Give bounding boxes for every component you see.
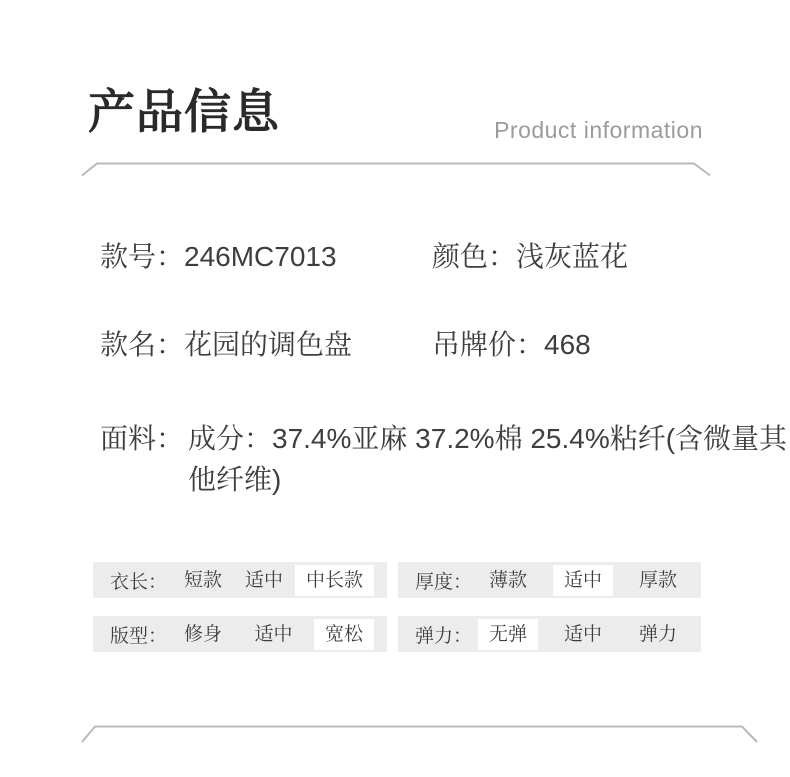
spec-option: 宽松 [314,619,374,650]
color [432,240,628,274]
spec-option: 薄款 [489,569,528,591]
spec-label-garment-length: 衣长： [110,571,168,593]
spec-bar-garment-length [93,562,387,598]
spec-option: 无弹 [478,619,538,650]
spec-bar-fit [93,616,387,652]
spec-option: 适中 [564,623,603,645]
spec-options-garment-length [173,565,374,596]
tag-price-value: 468 [544,329,591,360]
spec-label-fit: 版型： [110,625,168,647]
page-subtitle-en: Product information [494,117,703,143]
spec-table [93,562,701,652]
spec-options-elasticity [478,619,688,650]
tag-price [432,328,591,362]
tag-price-label: 吊牌价： [432,329,545,360]
style-name-label: 款名： [100,329,185,360]
page-title: 产品信息 [88,85,280,138]
style-number-value: 246MC7013 [184,241,337,272]
spec-options-fit [173,619,374,650]
spec-bar-thickness [398,562,701,598]
style-number [100,240,337,274]
fabric-value: 成分：37.4%亚麻 37.2%棉 25.4%粘纤(含微量其他纤维) [188,423,788,495]
spec-option: 适中 [245,569,284,591]
spec-option: 弹力 [638,623,677,645]
spec-option: 适中 [553,565,613,596]
spec-option: 适中 [254,623,293,645]
spec-option: 修身 [184,623,223,645]
style-number-label: 款号： [100,241,185,272]
fabric-row [100,418,788,500]
footer-separator-line [82,727,757,743]
style-name-value: 花园的调色盘 [184,329,353,360]
spec-option: 厚款 [638,569,677,591]
color-value: 浅灰蓝花 [516,241,629,272]
spec-label-thickness: 厚度： [415,571,473,593]
color-label: 颜色： [432,241,517,272]
spec-option: 短款 [184,569,223,591]
spec-options-thickness [478,565,688,596]
spec-label-elasticity: 弹力： [415,625,473,647]
fabric-label: 面料： [100,423,185,454]
spec-option: 中长款 [295,565,374,596]
spec-bar-elasticity [398,616,701,652]
style-name [100,328,352,362]
